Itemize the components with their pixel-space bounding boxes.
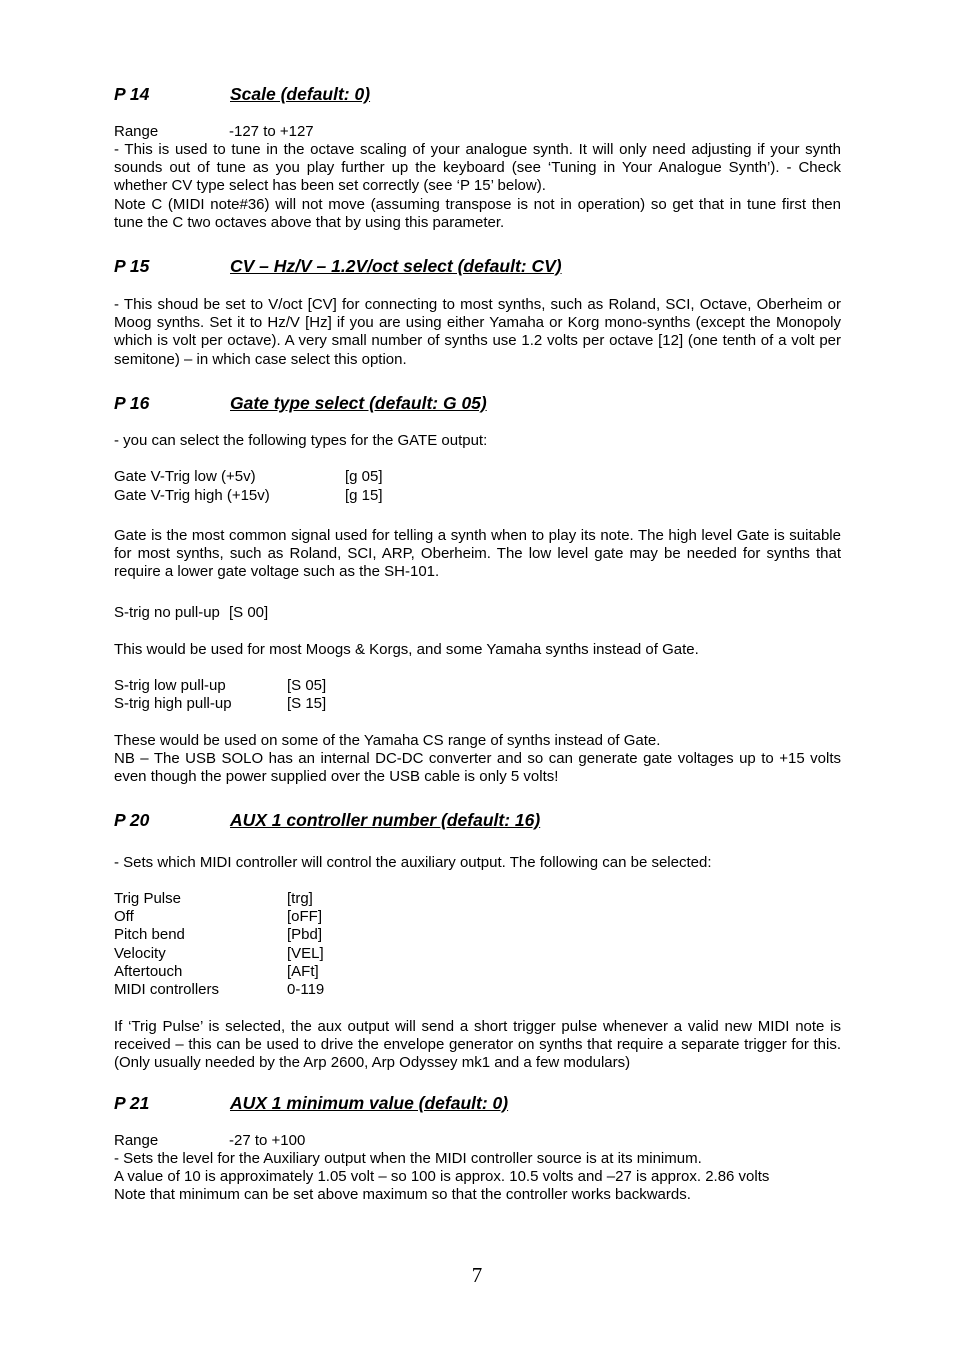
range-label: Range (114, 123, 159, 140)
param-code: P 15 (114, 256, 150, 276)
section-heading-p15 (114, 256, 841, 276)
paragraph-line: A value of 10 is approximately 1.05 volt – so 100 is approx. 10.5 volts and –27 is approx. 2.86 volts (114, 1168, 770, 1186)
page-number: 7 (471, 1263, 483, 1287)
paragraph-line: If ‘Trig Pulse’ is selected, the aux output will send a short trigger pulse whenever a valid new MIDI note is received – this can be used to drive the envelope generator on synths that require a separate trigger for this. (Only usually needed by the Arp 2600, Arp Odyssey mk1 and a few modulars) (114, 1018, 841, 1072)
param-code: P 14 (114, 84, 150, 104)
option-label: Velocity (114, 944, 166, 962)
param-title: Gate type select (default: G 05) (230, 393, 487, 413)
section-heading-p16 (114, 393, 841, 413)
option-value: [g 15] (345, 487, 383, 504)
option-label: Gate V-Trig low (+5v) (114, 468, 256, 485)
option-label: MIDI controllers (114, 980, 220, 998)
paragraph-p20 (114, 1018, 841, 1073)
param-title: AUX 1 controller number (default: 16) (230, 810, 541, 830)
option-label: Aftertouch (114, 962, 183, 980)
section-heading-p14 (114, 84, 841, 104)
aux-option-row (114, 890, 841, 908)
param-code: P 16 (114, 393, 150, 413)
strig-no-row (114, 604, 841, 622)
option-value: [oFF] (287, 908, 323, 926)
option-label: Off (114, 908, 134, 926)
section-heading-p20 (114, 810, 841, 830)
paragraph-p15 (114, 296, 841, 369)
aux-option-row (114, 963, 841, 981)
range-row-p14 (114, 123, 841, 141)
option-value: [Pbd] (287, 926, 323, 944)
option-label: S-trig no pull-up (114, 604, 220, 621)
paragraph-line: NB – The USB SOLO has an internal DC-DC converter and so can generate gate voltages up to +15 volts even though the power supplied over the USB cable is only 5 volts! (114, 750, 841, 786)
option-value: [g 05] (345, 468, 383, 485)
option-label: Trig Pulse (114, 890, 181, 907)
param-code: P 21 (114, 1093, 150, 1113)
aux-option-row (114, 908, 841, 926)
range-value: -27 to +100 (229, 1132, 306, 1149)
strig-option-row (114, 695, 841, 713)
param-title: Scale (default: 0) (230, 84, 371, 104)
option-value: [S 00] (229, 604, 269, 621)
aux-options-list (114, 890, 841, 999)
strig-option-row (114, 677, 841, 695)
option-label: Gate V-Trig high (+15v) (114, 487, 270, 504)
option-value: 0-119 (287, 980, 325, 998)
gate-option-row (114, 487, 841, 505)
paragraph-line: Gate is the most common signal used for telling a synth when to play its note. The high level Gate is suitable for most synths, such as Roland, SCI, ARP, Oberheim. The low level gate may be needed for synths that require a lower gate voltage such as the SH-101. (114, 527, 841, 581)
aux-option-row (114, 945, 841, 963)
paragraph-p21 (114, 1150, 841, 1205)
gate-option-row (114, 468, 841, 486)
param-title: AUX 1 minimum value (default: 0) (230, 1093, 509, 1113)
aux-option-row (114, 926, 841, 944)
section-heading-p21 (114, 1093, 841, 1113)
option-value: [trg] (287, 890, 313, 907)
aux-option-row (114, 981, 841, 999)
paragraph-line: - This is used to tune in the octave scaling of your analogue synth. It will only need adjusting if your synth sounds out of tune as you play further up the keyboard (see ‘Tuning in Your Analogue Synth’). - Check whether CV type select has been set correctly (see ‘P 15’ below). (114, 141, 841, 195)
paragraph-p14 (114, 141, 841, 232)
paragraph-line: - This shoud be set to V/oct [CV] for connecting to most synths, such as Roland, SCI, Octave, Oberheim or Moog synths. Set it to Hz/V [Hz] if you are using either Yamaha or Korg mono-synths (except the Monopoly which is volt per octave). A very small number of synths use 1.2 volts per octave [12] (one tenth of a volt per semitone) – in which case select this option. (114, 296, 841, 368)
paragraph-line: These would be used on some of the Yamaha CS range of synths instead of Gate. (114, 732, 661, 749)
gate-description (114, 527, 841, 582)
range-row-p21 (114, 1132, 841, 1150)
intro-p16: - you can select the following types for the GATE output: (114, 432, 488, 449)
option-value: [S 15] (287, 695, 327, 712)
param-title: CV – Hz/V – 1.2V/oct select (default: CV) (230, 256, 562, 276)
range-value: -127 to +127 (229, 123, 314, 140)
option-label: S-trig high pull-up (114, 695, 232, 712)
paragraph-line: - Sets the level for the Auxiliary output when the MIDI controller source is at its minimum. (114, 1150, 702, 1167)
param-code: P 20 (114, 810, 150, 830)
option-label: S-trig low pull-up (114, 677, 226, 694)
option-label: Pitch bend (114, 926, 185, 944)
intro-p20: - Sets which MIDI controller will control the auxiliary output. The following can be selected: (114, 854, 712, 871)
strig-no-description: This would be used for most Moogs & Korgs, and some Yamaha synths instead of Gate. (114, 641, 699, 658)
option-value: [S 05] (287, 677, 327, 694)
paragraph-line: Note C (MIDI note#36) will not move (assuming transpose is not in operation) so get that in tune first then tune the C two octaves above that by using this parameter. (114, 195, 841, 231)
range-label: Range (114, 1132, 159, 1149)
paragraph-line: Note that minimum can be set above maximum so that the controller works backwards. (114, 1186, 691, 1204)
strig-description (114, 732, 841, 787)
option-value: [VEL] (287, 944, 324, 962)
option-value: [AFt] (287, 962, 319, 980)
